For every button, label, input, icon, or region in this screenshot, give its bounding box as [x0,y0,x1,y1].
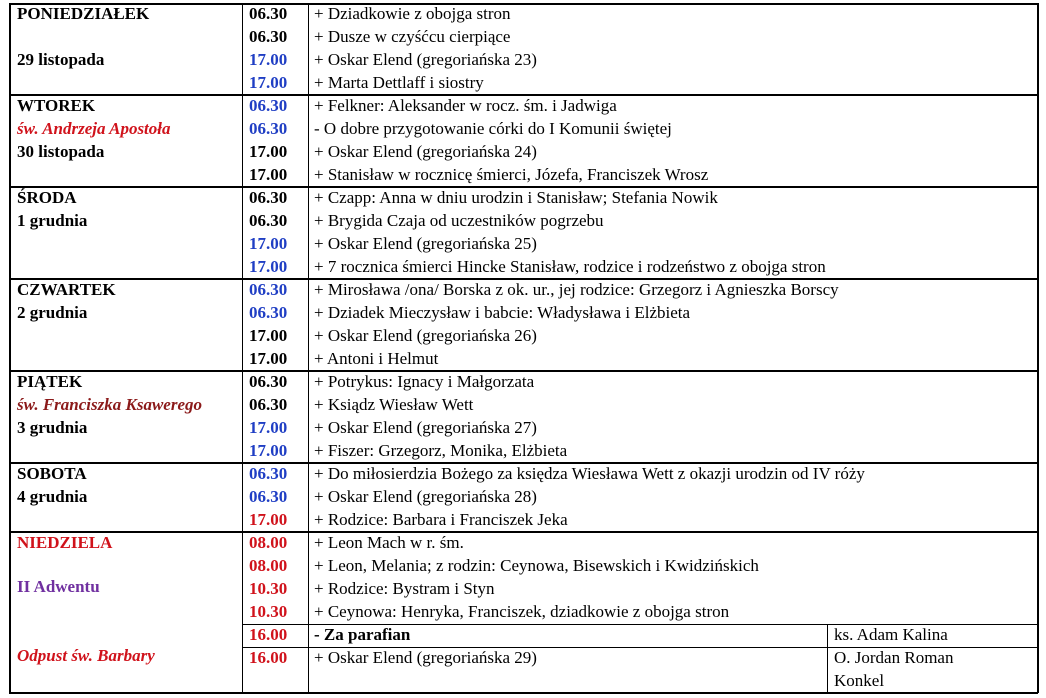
mass-time: 17.00 [249,510,288,529]
mass-intention: + Oskar Elend (gregoriańska 23) [314,50,537,69]
mass-intention: + Oskar Elend (gregoriańska 24) [314,142,537,161]
celebrant-name: O. Jordan Roman [834,648,954,667]
mass-intention: + Czapp: Anna w dniu urodzin i Stanisław; Stefania Nowik [314,188,718,207]
day-separator [9,692,1038,694]
celebrant-name: ks. Adam Kalina [834,625,948,644]
mass-time: 17.00 [249,418,288,437]
column-divider-celebrant [827,624,828,647]
mass-time: 06.30 [249,487,288,506]
mass-intention: + Brygida Czaja od uczestników pogrzebu [314,211,604,230]
day-name: PONIEDZIAŁEK [17,4,150,23]
column-divider-intention [308,3,309,693]
day-date: 3 grudnia [17,418,88,437]
mass-time: 06.30 [249,464,288,483]
mass-time: 10.30 [249,602,288,621]
mass-intention: + Oskar Elend (gregoriańska 28) [314,487,537,506]
mass-intention: + Felkner: Aleksander w rocz. śm. i Jadwiga [314,96,617,115]
mass-intention: + Mirosława /ona/ Borska z ok. ur., jej rodzice: Grzegorz i Agnieszka Borscy [314,280,839,299]
mass-intention: + Leon Mach w r. śm. [314,533,464,552]
mass-time: 17.00 [249,73,288,92]
table-border-right [1037,3,1039,693]
mass-intention: + Stanisław w rocznicę śmierci, Józefa, Franciszek Wrosz [314,165,709,184]
celebrant-name: Konkel [834,671,885,690]
mass-time: 16.00 [249,625,288,644]
day-name: NIEDZIELA [17,533,113,552]
mass-time: 06.30 [249,188,288,207]
day-liturgical-title: II Adwentu [17,577,100,596]
mass-time: 17.00 [249,142,288,161]
mass-intention: + 7 rocznica śmierci Hincke Stanisław, rodzice i rodzeństwo z obojga stron [314,257,826,276]
mass-intention: + Ceynowa: Henryka, Franciszek, dziadkowie z obojga stron [314,602,730,621]
mass-time: 06.30 [249,96,288,115]
day-feast-note: św. Franciszka Ksawerego [17,395,202,414]
day-date: 30 listopada [17,142,105,161]
mass-intention: + Do miłosierdzia Bożego za księdza Wiesława Wett z okazji urodzin od IV róży [314,464,865,483]
day-name: ŚRODA [17,188,77,207]
mass-intention: + Leon, Melania; z rodzin: Ceynowa, Bisewskich i Kwidzińskich [314,556,759,575]
mass-intention: + Oskar Elend (gregoriańska 26) [314,326,537,345]
mass-intention: + Ksiądz Wiesław Wett [314,395,474,414]
mass-time: 08.00 [249,556,288,575]
day-date: 29 listopada [17,50,105,69]
column-divider-time [242,3,243,693]
mass-time: 17.00 [249,349,288,368]
mass-intention: + Dziadkowie z obojga stron [314,4,511,23]
day-name: SOBOTA [17,464,87,483]
mass-intention: + Fiszer: Grzegorz, Monika, Elżbieta [314,441,568,460]
day-date: 2 grudnia [17,303,88,322]
mass-intention: - Za parafian [314,625,411,644]
mass-time: 17.00 [249,50,288,69]
day-feast-note: Odpust św. Barbary [17,646,155,665]
mass-intentions-table [9,3,1038,693]
mass-time: 08.00 [249,533,288,552]
day-date: 1 grudnia [17,211,88,230]
mass-time: 06.30 [249,280,288,299]
day-feast-note: św. Andrzeja Apostoła [17,119,171,138]
column-divider-celebrant [827,647,828,693]
mass-time: 06.30 [249,27,288,46]
mass-intention: + Dziadek Mieczysław i babcie: Władysława i Elżbieta [314,303,691,322]
mass-time: 17.00 [249,234,288,253]
day-date: 4 grudnia [17,487,88,506]
mass-intention: + Potrykus: Ignacy i Małgorzata [314,372,535,391]
mass-intention: + Marta Dettlaff i siostry [314,73,484,92]
table-border-top [9,3,1038,5]
mass-time: 16.00 [249,648,288,667]
mass-intention: + Antoni i Helmut [314,349,439,368]
mass-time: 06.30 [249,372,288,391]
mass-intention: - O dobre przygotowanie córki do I Komunii świętej [314,119,672,138]
mass-intention: + Oskar Elend (gregoriańska 25) [314,234,537,253]
day-name: PIĄTEK [17,372,83,391]
mass-time: 10.30 [249,579,288,598]
mass-time: 06.30 [249,4,288,23]
table-border-left [9,3,11,693]
day-name: CZWARTEK [17,280,116,299]
mass-intention: + Rodzice: Bystram i Styn [314,579,495,598]
day-separator [9,531,1038,533]
mass-intention: + Oskar Elend (gregoriańska 29) [314,648,537,667]
mass-intention: + Oskar Elend (gregoriańska 27) [314,418,537,437]
mass-time: 06.30 [249,119,288,138]
mass-time: 17.00 [249,165,288,184]
mass-intention: + Rodzice: Barbara i Franciszek Jeka [314,510,568,529]
mass-time: 06.30 [249,211,288,230]
mass-time: 06.30 [249,395,288,414]
mass-time: 17.00 [249,441,288,460]
mass-time: 17.00 [249,326,288,345]
mass-time: 06.30 [249,303,288,322]
mass-time: 17.00 [249,257,288,276]
day-name: WTOREK [17,96,96,115]
mass-intention: + Dusze w czyśćcu cierpiące [314,27,511,46]
